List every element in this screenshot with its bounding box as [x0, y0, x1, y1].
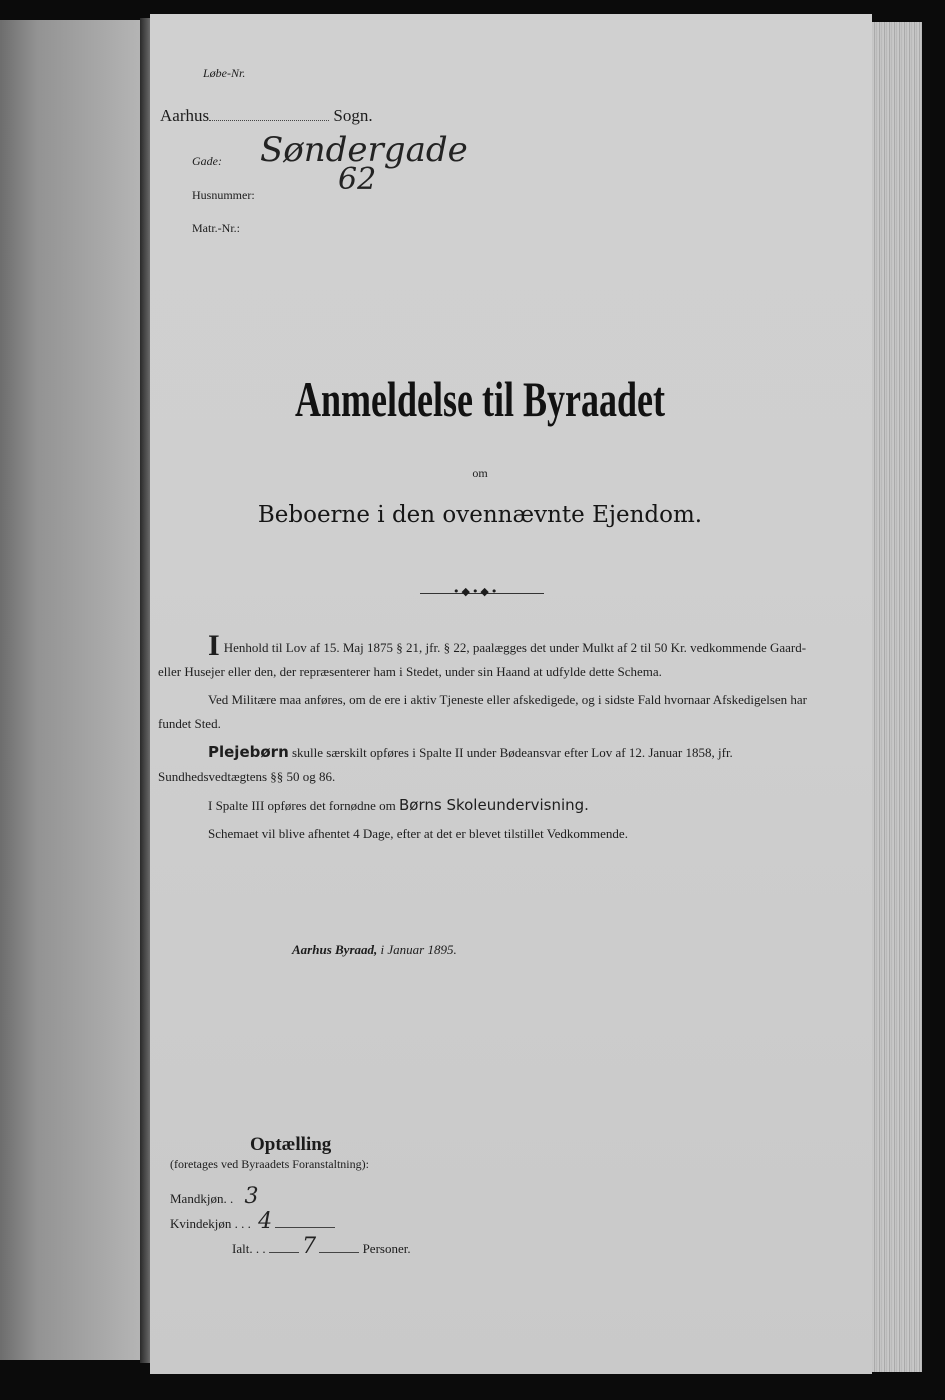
- paragraph-2: Ved Militære maa anføres, om de ere i aktiv Tjeneste eller afskedigede, og i sidste Fald hvornaar Afskedigelsen har fundet Sted.: [158, 692, 808, 731]
- document-title: Anmeldelse til Byraadet: [295, 371, 665, 427]
- total-row: [232, 1234, 411, 1259]
- drop-cap: I: [208, 629, 220, 662]
- city-row: [160, 106, 373, 126]
- female-label: Kvindekjøn . . .: [170, 1216, 251, 1231]
- paragraph-3: [158, 740, 808, 789]
- total-label: Ialt. . .: [232, 1241, 266, 1256]
- persons-label: Personer.: [362, 1241, 411, 1256]
- tally-title: Optælling: [250, 1134, 332, 1155]
- female-line: [275, 1217, 335, 1228]
- ornament-dots: •◆•◆•: [453, 585, 500, 598]
- city-label: Aarhus: [160, 106, 210, 125]
- signoff-place: Aarhus Byraad,: [292, 942, 378, 957]
- matr-label: Matr.-Nr.:: [192, 221, 240, 235]
- signoff: [292, 942, 457, 958]
- left-page: [0, 20, 150, 1360]
- instructions: [158, 629, 808, 850]
- male-row: [170, 1184, 258, 1209]
- plejeborn-emphasis: Plejebørn: [208, 743, 289, 761]
- total-value: 7: [302, 1234, 317, 1259]
- paragraph-4: [158, 793, 808, 818]
- parish-label: Sogn.: [333, 106, 373, 125]
- house-number-value: 62: [338, 162, 377, 197]
- male-label: Mandkjøn. .: [170, 1191, 234, 1206]
- female-value: 4: [258, 1209, 273, 1234]
- parish-dotline: [209, 110, 329, 121]
- schooling-emphasis: Børns Skoleundervisning.: [398, 796, 589, 814]
- paragraph-1: [158, 629, 808, 684]
- male-value: 3: [244, 1184, 259, 1209]
- tally-subtitle: (foretages ved Byraadets Foranstaltning):: [170, 1157, 369, 1171]
- paragraph-3-text: skulle særskilt opføres i Spalte II under Bødeansvar efter Lov af 12. Januar 1858, jfr. Sundhedsvedtægtens §§ 50 og 86.: [158, 745, 733, 784]
- signoff-date: i Januar 1895.: [380, 942, 457, 957]
- street-label: Gade:: [192, 154, 222, 168]
- document-page: [150, 14, 872, 1374]
- document-subtitle: Beboerne i den ovennævnte Ejendom.: [257, 502, 703, 528]
- paragraph-1-text: Henhold til Lov af 15. Maj 1875 § 21, jfr. § 22, paalægges det under Mulkt af 2 til 50 Kr. vedkommende Gaard- eller Husejer eller den, der repræsenterer ham i Stedet, under sin Haand at udfylde dette Schema.: [158, 640, 807, 679]
- paragraph-4-text: I Spalte III opføres det fornødne om: [208, 798, 396, 813]
- total-line-right: [319, 1242, 359, 1253]
- paragraph-5: Schemaet vil blive afhentet 4 Dage, efter at det er blevet tilstillet Vedkommende.: [208, 826, 628, 841]
- title-connector: om: [472, 466, 488, 480]
- house-number-label: Husnummer:: [192, 188, 255, 202]
- total-line-left: [269, 1242, 299, 1253]
- lobe-nr-label: Løbe-Nr.: [203, 66, 246, 80]
- street-value: Søndergade: [260, 130, 468, 170]
- female-row: [170, 1209, 335, 1234]
- page-edges: [870, 22, 922, 1372]
